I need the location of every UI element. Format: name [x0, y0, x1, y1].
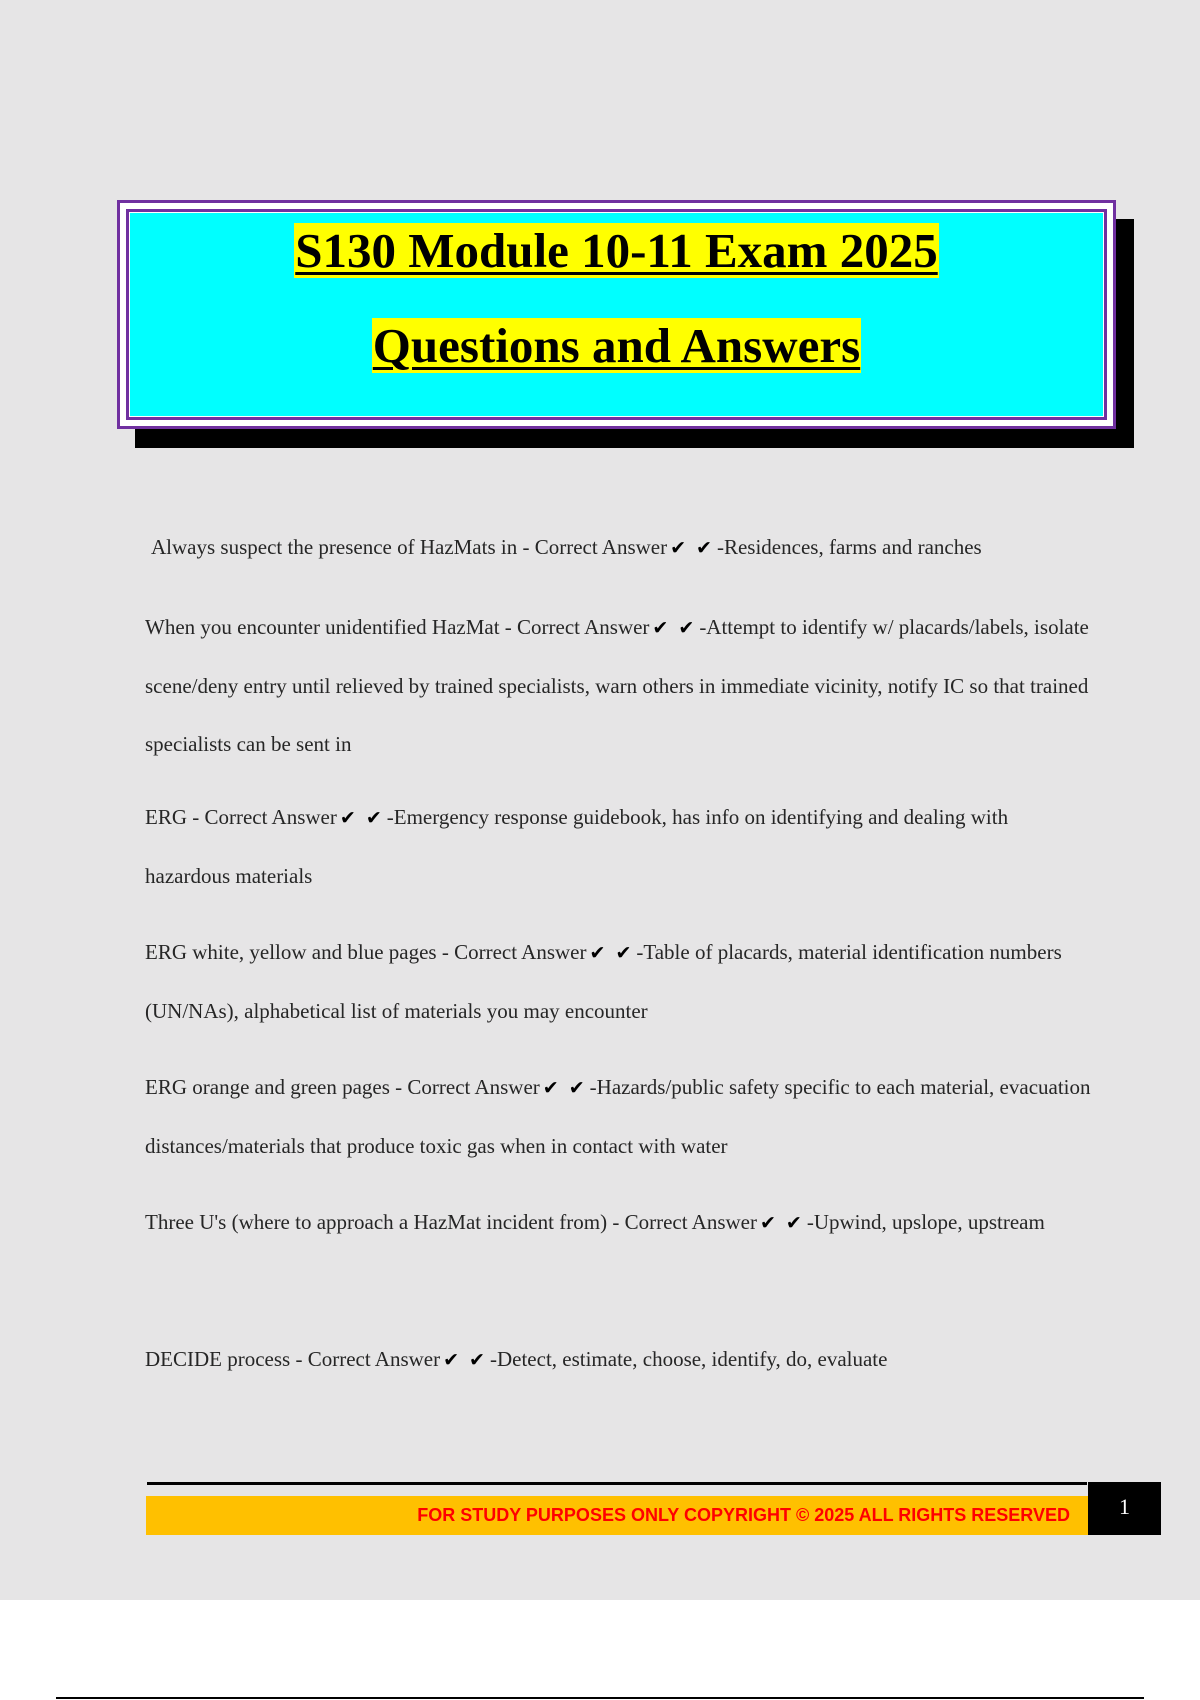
title-text-1: S130 Module 10-11 Exam 2025 [295, 223, 938, 278]
page-number: 1 [1088, 1482, 1161, 1535]
answer-text: -Hazards/public safety specific to each material, evacuation distances/materials that produce toxic gas when in contact with water [145, 1075, 1091, 1158]
qa-item [145, 598, 1095, 773]
copyright-notice: FOR STUDY PURPOSES ONLY COPYRIGHT © 2025 ALL RIGHTS RESERVED [417, 1505, 1070, 1525]
checkmark-icon: ✔ ✔ [670, 537, 714, 559]
footer-rule [147, 1482, 1087, 1485]
qa-item [145, 923, 1095, 1040]
document-title-line-2 [130, 317, 1103, 375]
checkmark-icon: ✔ ✔ [652, 617, 697, 639]
answer-text: -Table of placards, material identification numbers (UN/NAs), alphabetical list of materials you may encounter [145, 940, 1062, 1023]
answer-separator: - Correct Answer [499, 615, 650, 639]
answer-separator: - Correct Answer [517, 535, 668, 559]
answer-text: -Detect, estimate, choose, identify, do, evaluate [489, 1347, 888, 1371]
answer-text: -Upwind, upslope, upstream [806, 1210, 1045, 1234]
checkmark-icon: ✔ ✔ [542, 1077, 587, 1099]
question-text: ERG [145, 805, 187, 829]
checkmark-icon: ✔ ✔ [589, 942, 634, 964]
checkmark-icon: ✔ ✔ [443, 1349, 487, 1371]
question-text: Always suspect the presence of HazMats in [151, 535, 518, 559]
title-text-2: Questions and Answers [372, 318, 861, 373]
question-text: DECIDE process [145, 1347, 291, 1371]
checkmark-icon: ✔ ✔ [759, 1212, 804, 1234]
qa-item [145, 788, 1095, 905]
qa-item [151, 518, 1101, 577]
checkmark-icon: ✔ ✔ [339, 807, 384, 829]
answer-separator: - Correct Answer [187, 805, 337, 829]
page-bottom-rule [56, 1697, 1144, 1699]
answer-text: -Emergency response guidebook, has info on identifying and dealing with hazardous materials [145, 805, 1009, 888]
answer-separator: - Correct Answer [389, 1075, 540, 1099]
qa-item [145, 1330, 1095, 1389]
question-text: When you encounter unidentified HazMat [145, 615, 500, 639]
question-text: Three U's (where to approach a HazMat incident from) [145, 1210, 608, 1234]
answer-separator: - Correct Answer [607, 1210, 757, 1234]
answer-separator: - Correct Answer [436, 940, 587, 964]
answer-separator: - Correct Answer [290, 1347, 441, 1371]
answer-text: -Attempt to identify w/ placards/labels, isolate scene/deny entry until relieved by trained specialists, warn others in immediate vicinity, notify IC so that trained specialists can be sent in [145, 615, 1089, 756]
document-title-line-1 [130, 222, 1103, 280]
answer-text: -Residences, farms and ranches [716, 535, 982, 559]
qa-item [145, 1058, 1095, 1175]
question-text: ERG white, yellow and blue pages [145, 940, 437, 964]
qa-item [145, 1193, 1095, 1252]
question-text: ERG orange and green pages [145, 1075, 390, 1099]
